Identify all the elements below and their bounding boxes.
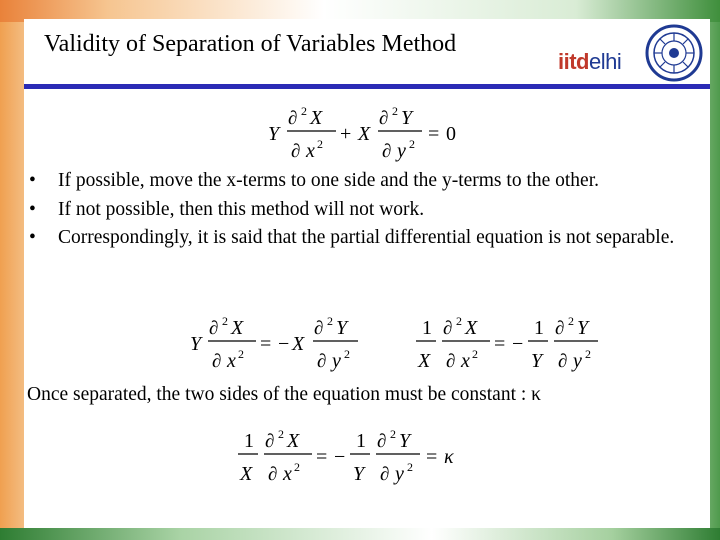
eq2-d4: ∂ — [317, 351, 327, 372]
eq2-minus: − — [278, 333, 290, 355]
eq2-dx: x — [227, 350, 236, 372]
eq2-dy: y — [332, 350, 341, 372]
eq4-d1: ∂ — [265, 431, 275, 452]
eq2-s3: 2 — [327, 314, 333, 328]
eq3-one2: 1 — [534, 317, 544, 339]
conclusion-text: Once separated, the two sides of the equation must be constant : κ — [27, 384, 541, 405]
eq3-s1: 2 — [456, 314, 462, 328]
iitd-seal-icon — [644, 23, 704, 83]
eq1-X: X — [358, 123, 371, 145]
eq4-Y: Y — [353, 463, 365, 485]
eq3-d2: ∂ — [446, 351, 456, 372]
eq3-nx: X — [465, 317, 478, 339]
eq4-dx: x — [283, 463, 292, 485]
slide-title: Validity of Separation of Variables Method — [44, 31, 457, 57]
eq1-sq4: 2 — [409, 137, 415, 151]
eq2-d3: ∂ — [314, 318, 324, 339]
eq4-s1: 2 — [278, 427, 284, 441]
eq2-Y: Y — [190, 333, 202, 355]
eq2-X: X — [292, 333, 305, 355]
eq4-s2: 2 — [294, 460, 300, 474]
eq1-partial-den: ∂ — [291, 141, 301, 162]
eq1-numY: Y — [401, 107, 413, 129]
eq3-X: X — [418, 350, 431, 372]
eq1-plus: + — [340, 123, 352, 145]
eq3-s4: 2 — [585, 347, 591, 361]
bullet-item — [29, 224, 689, 253]
eq3-d4: ∂ — [558, 351, 568, 372]
eq3-d1: ∂ — [443, 318, 453, 339]
eq4-d2: ∂ — [268, 464, 278, 485]
eq4-equals1: = — [316, 446, 328, 468]
eq4-nx: X — [287, 430, 300, 452]
eq1-sq: 2 — [301, 104, 307, 118]
eq3-ny: Y — [577, 317, 589, 339]
eq1-denx: x — [306, 140, 315, 162]
eq1-partial: ∂ — [288, 108, 298, 129]
eq3-one1: 1 — [422, 317, 432, 339]
eq2-equals: = — [260, 333, 272, 355]
eq1-Y: Y — [268, 123, 280, 145]
bullet-dot: • — [29, 198, 36, 220]
eq4-minus: − — [334, 446, 346, 468]
bullet-text: Correspondingly, it is said that the partial differential equation is not separable. — [58, 227, 675, 249]
eq3-Y: Y — [531, 350, 543, 372]
eq4-s4: 2 — [407, 460, 413, 474]
bullet-item — [29, 196, 689, 225]
eq3-s3: 2 — [568, 314, 574, 328]
frame-bottom-band — [0, 528, 720, 540]
eq4-one1: 1 — [244, 430, 254, 452]
eq2-ny: Y — [336, 317, 348, 339]
equation-separated-right — [412, 314, 602, 378]
eq1-numX: X — [310, 107, 323, 129]
bullet-dot: • — [29, 227, 36, 249]
eq2-d2: ∂ — [212, 351, 222, 372]
eq3-equals: = — [494, 333, 506, 355]
eq2-nx: X — [231, 317, 244, 339]
eq3-d3: ∂ — [555, 318, 565, 339]
equation-separated-left — [186, 314, 376, 378]
eq4-d3: ∂ — [377, 431, 387, 452]
logo-iit-text: iitd — [558, 49, 589, 74]
equation-constant — [234, 427, 464, 491]
eq4-s3: 2 — [390, 427, 396, 441]
equation-laplace — [264, 102, 474, 166]
eq1-partial3: ∂ — [379, 108, 389, 129]
eq4-kappa: κ — [444, 446, 454, 468]
iitd-logo — [558, 49, 621, 75]
eq4-X: X — [240, 463, 253, 485]
eq2-s2: 2 — [238, 347, 244, 361]
title-divider — [24, 84, 710, 89]
eq3-s2: 2 — [472, 347, 478, 361]
eq1-sq3: 2 — [392, 104, 398, 118]
eq1-partial4: ∂ — [382, 141, 392, 162]
eq1-sq2: 2 — [317, 137, 323, 151]
eq2-s1: 2 — [222, 314, 228, 328]
eq1-deny: y — [397, 140, 406, 162]
logo-delhi-text: elhi — [589, 49, 622, 74]
bullet-text: If possible, move the x-terms to one side and the y-terms to the other. — [58, 170, 600, 191]
eq2-s4: 2 — [344, 347, 350, 361]
eq3-minus: − — [512, 333, 524, 355]
eq3-dy: y — [573, 350, 582, 372]
bullet-list — [29, 167, 689, 253]
eq4-ny: Y — [399, 430, 411, 452]
eq4-d4: ∂ — [380, 464, 390, 485]
slide-canvas — [24, 19, 710, 528]
bullet-text: If not possible, then this method will not work. — [58, 198, 425, 220]
eq2-d1: ∂ — [209, 318, 219, 339]
eq4-dy: y — [395, 463, 404, 485]
eq4-one2: 1 — [356, 430, 366, 452]
bullet-dot: • — [29, 170, 36, 191]
bullet-item — [29, 167, 689, 196]
eq4-equals2: = — [426, 446, 438, 468]
eq3-dx: x — [461, 350, 470, 372]
eq1-zero: 0 — [446, 123, 456, 145]
eq1-equals: = — [428, 123, 440, 145]
